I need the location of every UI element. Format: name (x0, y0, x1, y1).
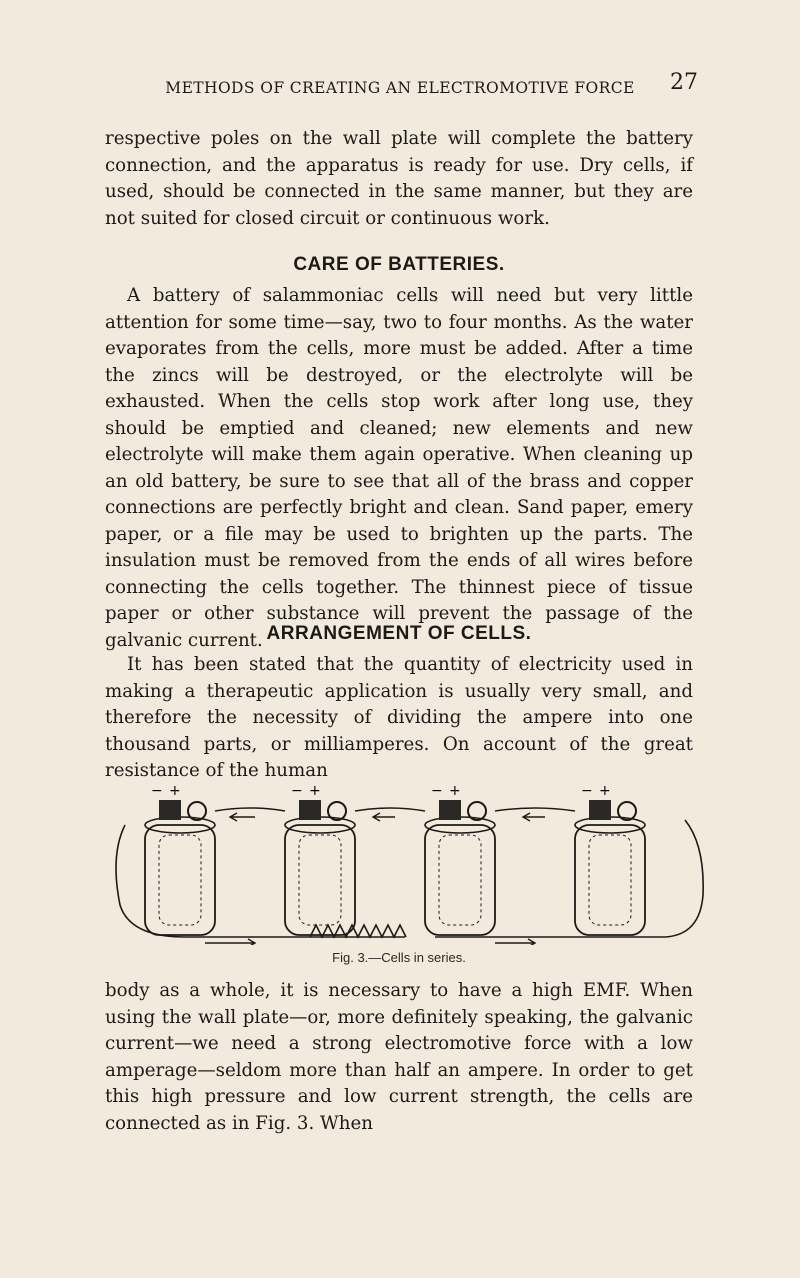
heading-care-of-batteries: CARE OF BATTERIES. (293, 254, 505, 275)
battery-cell (145, 783, 215, 935)
negative-terminal-label: − (291, 783, 303, 799)
paragraph-arrangement: It has been stated that the quantity of electricity used in making a therapeutic application is usually very small, and therefore the necessity of dividing the ampere into one thousand parts, or milliamperes. On account of the great resistance of the human (105, 654, 693, 781)
negative-terminal-label: − (581, 783, 593, 799)
heading-arrangement-of-cells: ARRANGEMENT OF CELLS. (266, 623, 532, 644)
negative-terminal-label: − (151, 783, 163, 799)
paragraph-care: A battery of salammoniac cells will need but very little attention for some time—say, two to four months. As the water evaporates from the cells, more must be added. After a time the zincs will be destroyed, or the electrolyte will be exhausted. When the cells stop work after long use, they should be emptied and cleaned; new elements and new electrolyte will make them again operative. When cleaning up an old battery, be sure to see that all of the brass and copper connections are perfectly bright and clean. Sand paper, emery paper, or a file may be used to brighten up the parts. The insulation must be removed from the ends of all wires before connecting the cells together. The thinnest piece of tissue paper or other substance will prevent the passage of the galvanic current. (105, 285, 693, 651)
positive-terminal-label: + (449, 783, 461, 799)
positive-terminal-label: + (309, 783, 321, 799)
battery-cell (285, 783, 355, 935)
negative-terminal-label: − (431, 783, 443, 799)
cell-connector (215, 808, 575, 811)
positive-terminal-label: + (599, 783, 611, 799)
page-number: 27 (670, 70, 698, 95)
figure-cells-in-series (105, 765, 705, 945)
chapter-title: METHODS OF CREATING AN ELECTROMOTIVE FORCE (165, 79, 635, 97)
positive-terminal-label: + (169, 783, 181, 799)
running-head (110, 78, 690, 97)
paragraph-closing: body as a whole, it is necessary to have a high EMF. When using the wall plate—or, more definitely speaking, the galvanic current—we need a strong electromotive force with a low amperage—seldom more than half an ampere. In order to get this high pressure and low current strength, the cells are connected as in Fig. 3. When (105, 980, 693, 1134)
battery-cell (575, 783, 645, 935)
circuit-wire (116, 820, 703, 937)
battery-cell (425, 783, 495, 935)
paragraph-opening: respective poles on the wall plate will complete the battery connection, and the apparatus is ready for use. Dry cells, if used, should be connected in the same manner, but they are not suited for closed circuit or continuous work. (105, 128, 693, 229)
figure-caption: Fig. 3.—Cells in series. (332, 950, 466, 965)
